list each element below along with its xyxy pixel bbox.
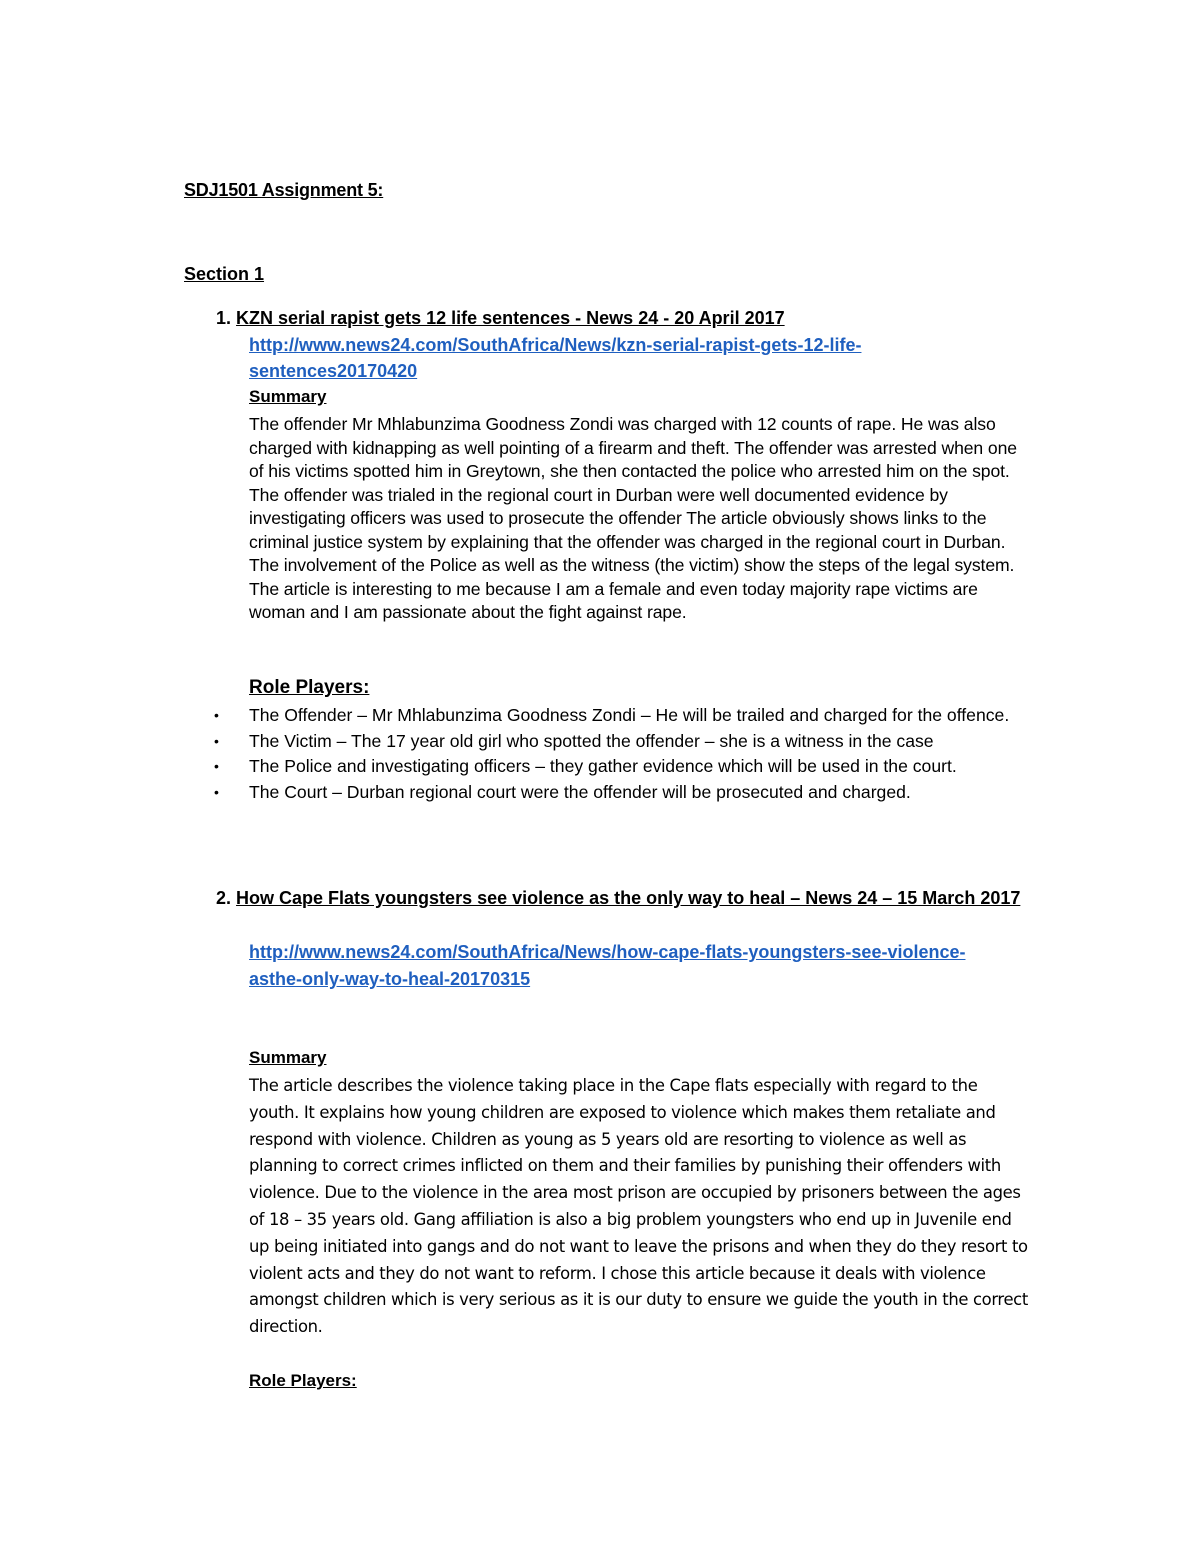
role-player-text: The Police and investigating officers – they gather evidence which will be used in the court. (249, 756, 957, 776)
article-2-link-line-2[interactable]: asthe-only-way-to-heal-20170315 (249, 969, 531, 989)
bullet-icon: • (214, 732, 219, 749)
role-player-text: The Offender – Mr Mhlabunzima Goodness Zondi – He will be trailed and charged for the offence. (249, 705, 1010, 725)
list-item (214, 704, 1034, 728)
bullet-icon: • (214, 707, 219, 723)
list-item (214, 781, 1034, 805)
document-title: SDJ1501 Assignment 5: (184, 180, 384, 200)
list-item (214, 755, 1034, 779)
bullet-icon: • (214, 758, 219, 774)
article-2-summary: The article describes the violence taking place in the Cape flats especially with regard to the youth. It explains how young children are exposed to violence which makes them retaliate and respond with violence. Children as young as 5 years old are resorting to violence as well as planning to correct crimes inflicted on them and their families by punishing their offenders with violence. Due to the violence in the area most prison are occupied by prisoners between the ages of 18 – 35 years old. Gang affiliation is also a big problem youngsters who end up in Juvenile end up being initiated into gangs and do not want to leave the prisons and when they do they resort to violent acts and they do not want to reform. I chose this article because it deals with violence amongst children which is very serious as it is our duty to ensure we guide the youth in the correct direction. (249, 1076, 1028, 1337)
article-1-summary-heading: Summary (249, 387, 327, 406)
article-2-title-text: How Cape Flats youngsters see violence as the only way to heal – News 24 – 15 March 2017 (236, 888, 1021, 908)
article-1-link-line-1[interactable]: http://www.news24.com/SouthAfrica/News/kzn-serial-rapist-gets-12-life- (249, 335, 862, 355)
article-1-title (216, 305, 996, 331)
bullet-icon: • (214, 783, 219, 800)
article-1-title-text: KZN serial rapist gets 12 life sentences - News 24 - 20 April 2017 (236, 308, 785, 328)
article-1-role-players-heading: Role Players: (249, 677, 370, 698)
role-player-text: The Court – Durban regional court were the offender will be prosecuted and charged. (249, 781, 911, 802)
list-item (214, 730, 1034, 754)
article-1-role-players-list (214, 704, 1034, 806)
article-2-link-line-1[interactable]: http://www.news24.com/SouthAfrica/News/how-cape-flats-youngsters-see-violence- (249, 942, 966, 962)
article-2-summary-heading: Summary (249, 1048, 327, 1067)
role-player-text: The Victim – The 17 year old girl who spotted the offender – she is a witness in the case (249, 730, 934, 751)
section-heading: Section 1 (184, 264, 265, 284)
article-2-role-players-heading: Role Players: (249, 1371, 357, 1390)
article-1-summary: The offender Mr Mhlabunzima Goodness Zondi was charged with 12 counts of rape. He was also charged with kidnapping as well pointing of a firearm and theft. The offender was arrested when one of his victims spotted him in Greytown, she then contacted the police who arrested him on the spot. The offender was trialed in the regional court in Durban were well documented evidence by investigating officers was used to prosecute the offender The article obviously shows links to the criminal justice system by explaining that the offender was charged in the regional court in Durban. The involvement of the Police as well as the witness (the victim) show the steps of the legal system. The article is interesting to me because I am a female and even today majority rape victims are woman and I am passionate about the fight against rape. (249, 414, 1017, 622)
article-2-title (216, 885, 1039, 911)
article-1-link-line-2[interactable]: sentences20170420 (249, 361, 418, 381)
article-1-number: 1. (216, 308, 232, 328)
article-2-number: 2. (216, 888, 232, 908)
